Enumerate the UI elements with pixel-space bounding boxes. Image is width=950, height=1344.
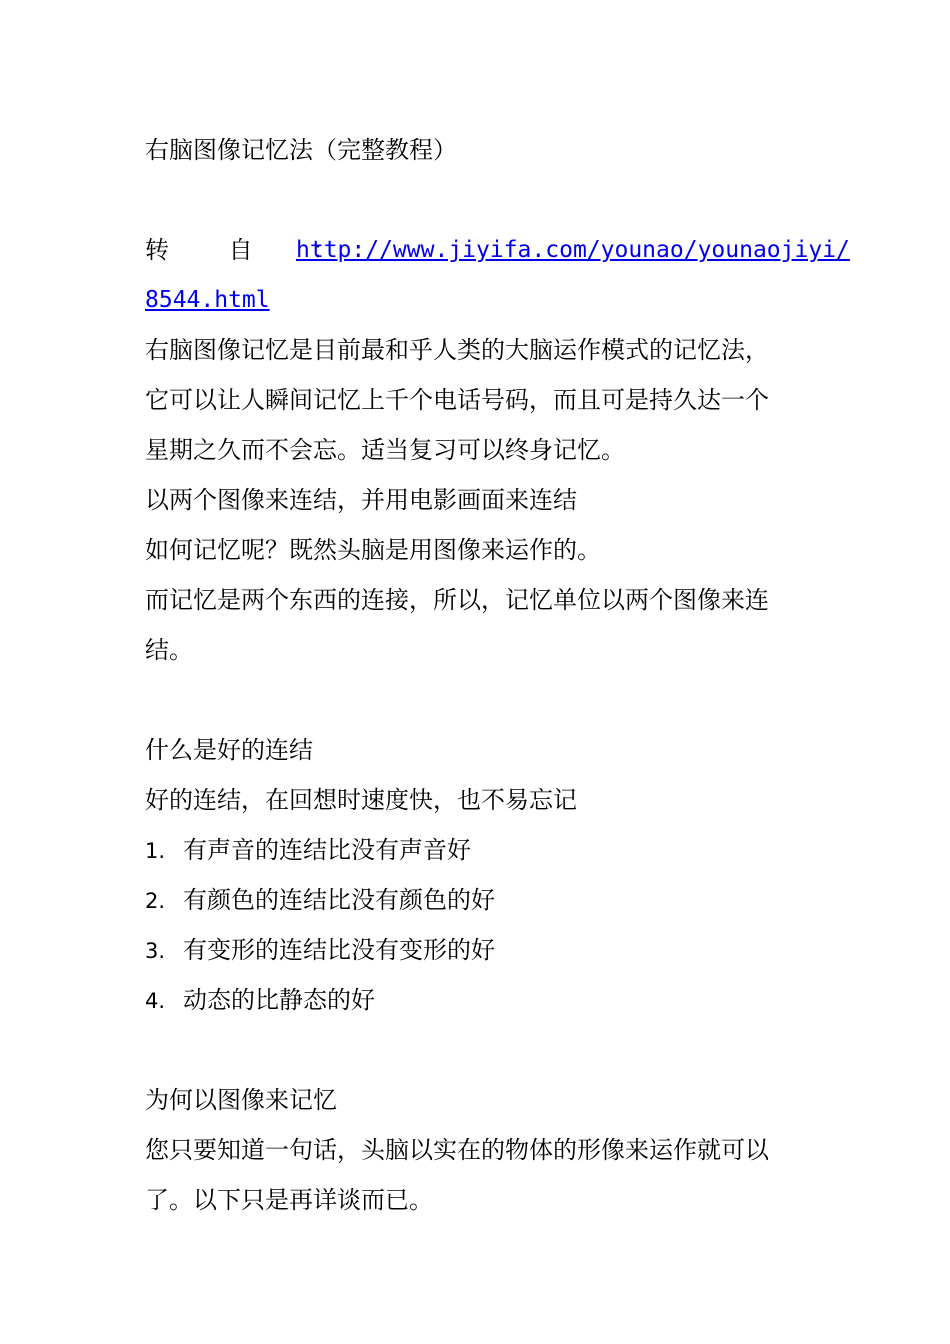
list-item xyxy=(145,925,810,975)
intro-line: 右脑图像记忆是目前最和乎人类的大脑运作模式的记忆法， xyxy=(145,336,769,364)
list-number: 4. xyxy=(145,989,166,1013)
source-label: 转 自 ： xyxy=(145,236,363,264)
source-link[interactable]: http://www.jiyifa.com/younao/younaojiyi/ xyxy=(296,237,850,263)
intro-line: 星期之久而不会忘。适当复习可以终身记忆。 xyxy=(145,436,625,464)
section-intro: 好的连结，在回想时速度快，也不易忘记 xyxy=(145,786,577,814)
section-body-line: 您只要知道一句话，头脑以实在的物体的形像来运作就可以 xyxy=(145,1136,769,1164)
list-number: 3. xyxy=(145,939,166,963)
list-item xyxy=(145,975,810,1025)
blank-line xyxy=(145,1025,810,1075)
intro-line: 而记忆是两个东西的连接，所以，记忆单位以两个图像来连 xyxy=(145,586,769,614)
section-body-line: 了。以下只是再详谈而已。 xyxy=(145,1186,433,1214)
intro-line: 它可以让人瞬间记忆上千个电话号码，而且可是持久达一个 xyxy=(145,386,769,414)
document-title: 右脑图像记忆法（完整教程） xyxy=(145,136,457,164)
intro-line: 以两个图像来连结，并用电影画面来连结 xyxy=(145,486,577,514)
list-text: 有变形的连结比没有变形的好 xyxy=(183,936,495,964)
section-heading: 什么是好的连结 xyxy=(145,736,313,764)
source-row xyxy=(145,225,850,275)
source-link-continued[interactable]: 8544.html xyxy=(145,287,270,313)
intro-line: 如何记忆呢？既然头脑是用图像来运作的。 xyxy=(145,536,601,564)
intro-line: 结。 xyxy=(145,636,193,664)
blank-line xyxy=(145,675,810,725)
list-number: 1. xyxy=(145,839,166,863)
blank-line xyxy=(145,175,810,225)
list-text: 有声音的连结比没有声音好 xyxy=(183,836,471,864)
list-text: 有颜色的连结比没有颜色的好 xyxy=(183,886,495,914)
list-item xyxy=(145,825,810,875)
section-heading: 为何以图像来记忆 xyxy=(145,1086,337,1114)
document-page xyxy=(145,125,850,1225)
list-item xyxy=(145,875,810,925)
list-text: 动态的比静态的好 xyxy=(183,986,375,1014)
list-number: 2. xyxy=(145,889,166,913)
